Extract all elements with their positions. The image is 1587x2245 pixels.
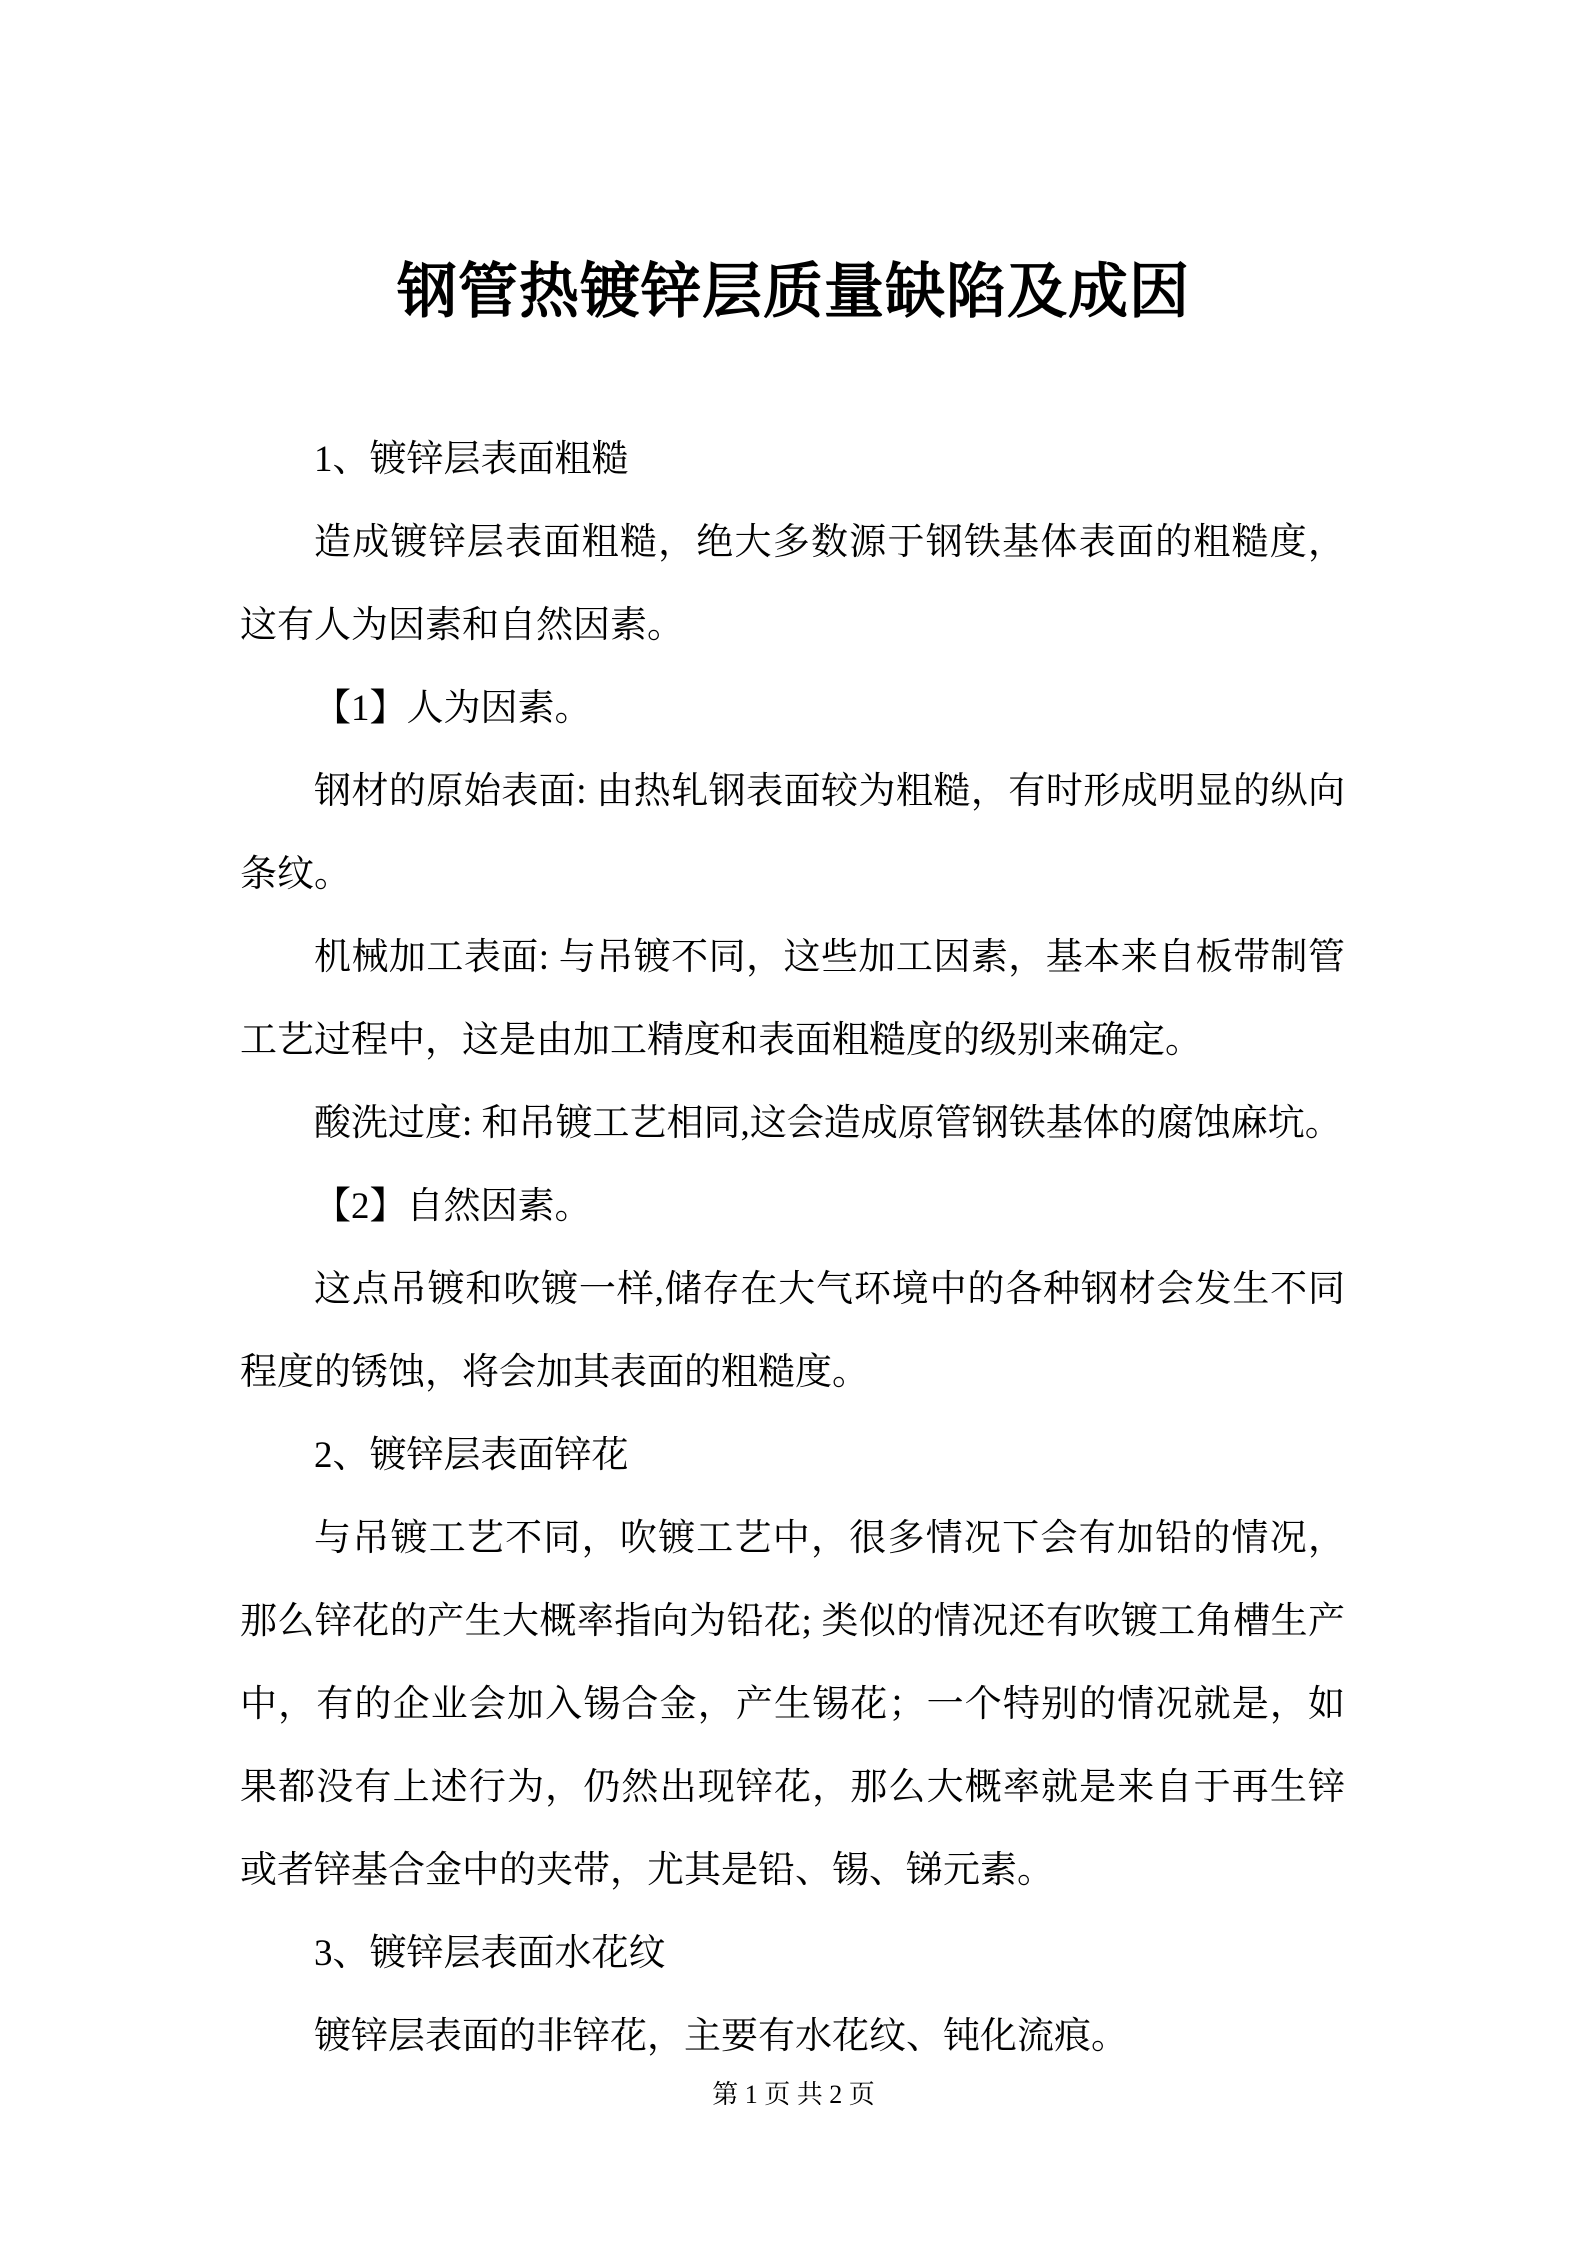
paragraph-heading-1: 1、镀锌层表面粗糙 (314, 439, 629, 480)
paragraph: 造成镀锌层表面粗糙，绝大多数源于钢铁基体表面的粗糙度，这有人为因素和自然因素。 (240, 522, 1345, 646)
paragraph: 酸洗过度: 和吊镀工艺相同,这会造成原管钢铁基体的腐蚀麻坑。 (314, 1103, 1342, 1144)
paragraph-subheading-1-1: 【1】人为因素。 (314, 688, 592, 729)
paragraph: 这点吊镀和吹镀一样,储存在大气环境中的各种钢材会发生不同程度的锈蚀，将会加其表面的粗糙度。 (240, 1269, 1345, 1393)
paragraph: 钢材的原始表面: 由热轧钢表面较为粗糙，有时形成明显的纵向条纹。 (240, 771, 1345, 895)
paragraph-subheading-1-2: 【2】自然因素。 (314, 1186, 592, 1227)
paragraph-heading-2: 2、镀锌层表面锌花 (314, 1435, 629, 1476)
document-body (0, 418, 1587, 2078)
paragraph: 与吊镀工艺不同，吹镀工艺中，很多情况下会有加铅的情况，那么锌花的产生大概率指向为铅花; 类似的情况还有吹镀工角槽生产中，有的企业会加入锡合金，产生锡花；一个特别的情况就是，如果都没有上述行为，仍然出现锌花，那么大概率就是来自于再生锌或者锌基合金中的夹带，尤其是铅、锡、锑元素。 (240, 1518, 1345, 1891)
paragraph: 镀锌层表面的非锌花，主要有水花纹、钝化流痕。 (314, 2016, 1128, 2057)
document-title: 钢管热镀锌层质量缺陷及成因 (397, 259, 1190, 325)
paragraph: 机械加工表面: 与吊镀不同，这些加工因素，基本来自板带制管工艺过程中，这是由加工精度和表面粗糙度的级别来确定。 (240, 937, 1345, 1061)
page-footer: 第 1 页 共 2 页 (712, 2080, 875, 2109)
paragraph-heading-3: 3、镀锌层表面水花纹 (314, 1933, 666, 1974)
